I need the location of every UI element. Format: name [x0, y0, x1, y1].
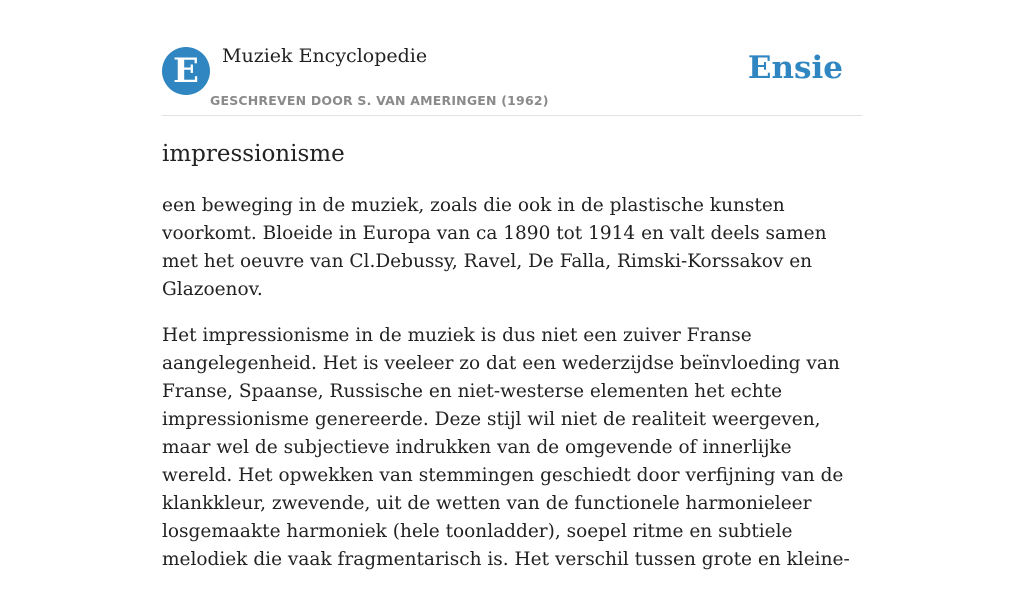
article [162, 138, 862, 592]
article-paragraph: Het impressionisme in de muziek is dus niet een zuiver Franse aangelegenheid. Het is veeleer zo dat een wederzijdse beïnvloeding van Franse, Spaanse, Russische en niet-westerse elementen het echte impressionisme genereerde. Deze stijl wil niet de realiteit weergeven, maar wel de subjectieve indrukken van de omgevende of innerlijke wereld. Het opwekken van stemmingen geschiedt door verfijning van de klankkleur, zwevende, uit de wetten van de functionele harmonieleer losgemaakte harmoniek (hele toonladder), soepel ritme en subtiele melodiek die vaak fragmentarisch is. Het verschil tussen grote en kleine- [162, 325, 850, 570]
author-byline: GESCHREVEN DOOR S. VAN AMERINGEN (1962) [210, 93, 549, 108]
ensie-brand-link[interactable]: Ensie [747, 50, 843, 86]
ensie-logo-icon[interactable]: E [162, 47, 210, 95]
article-title: impressionisme [162, 141, 345, 167]
encyclopedia-title-link[interactable]: Muziek Encyclopedie [222, 45, 428, 67]
site-header [162, 0, 862, 116]
article-paragraph: een beweging in de muziek, zoals die ook in de plastische kunsten voorkomt. Bloeide in Europa van ca 1890 tot 1914 en valt deels samen met het oeuvre van Cl.Debussy, Ravel, De Falla, Rimski-Korssakov en Glazoenov. [162, 195, 827, 300]
